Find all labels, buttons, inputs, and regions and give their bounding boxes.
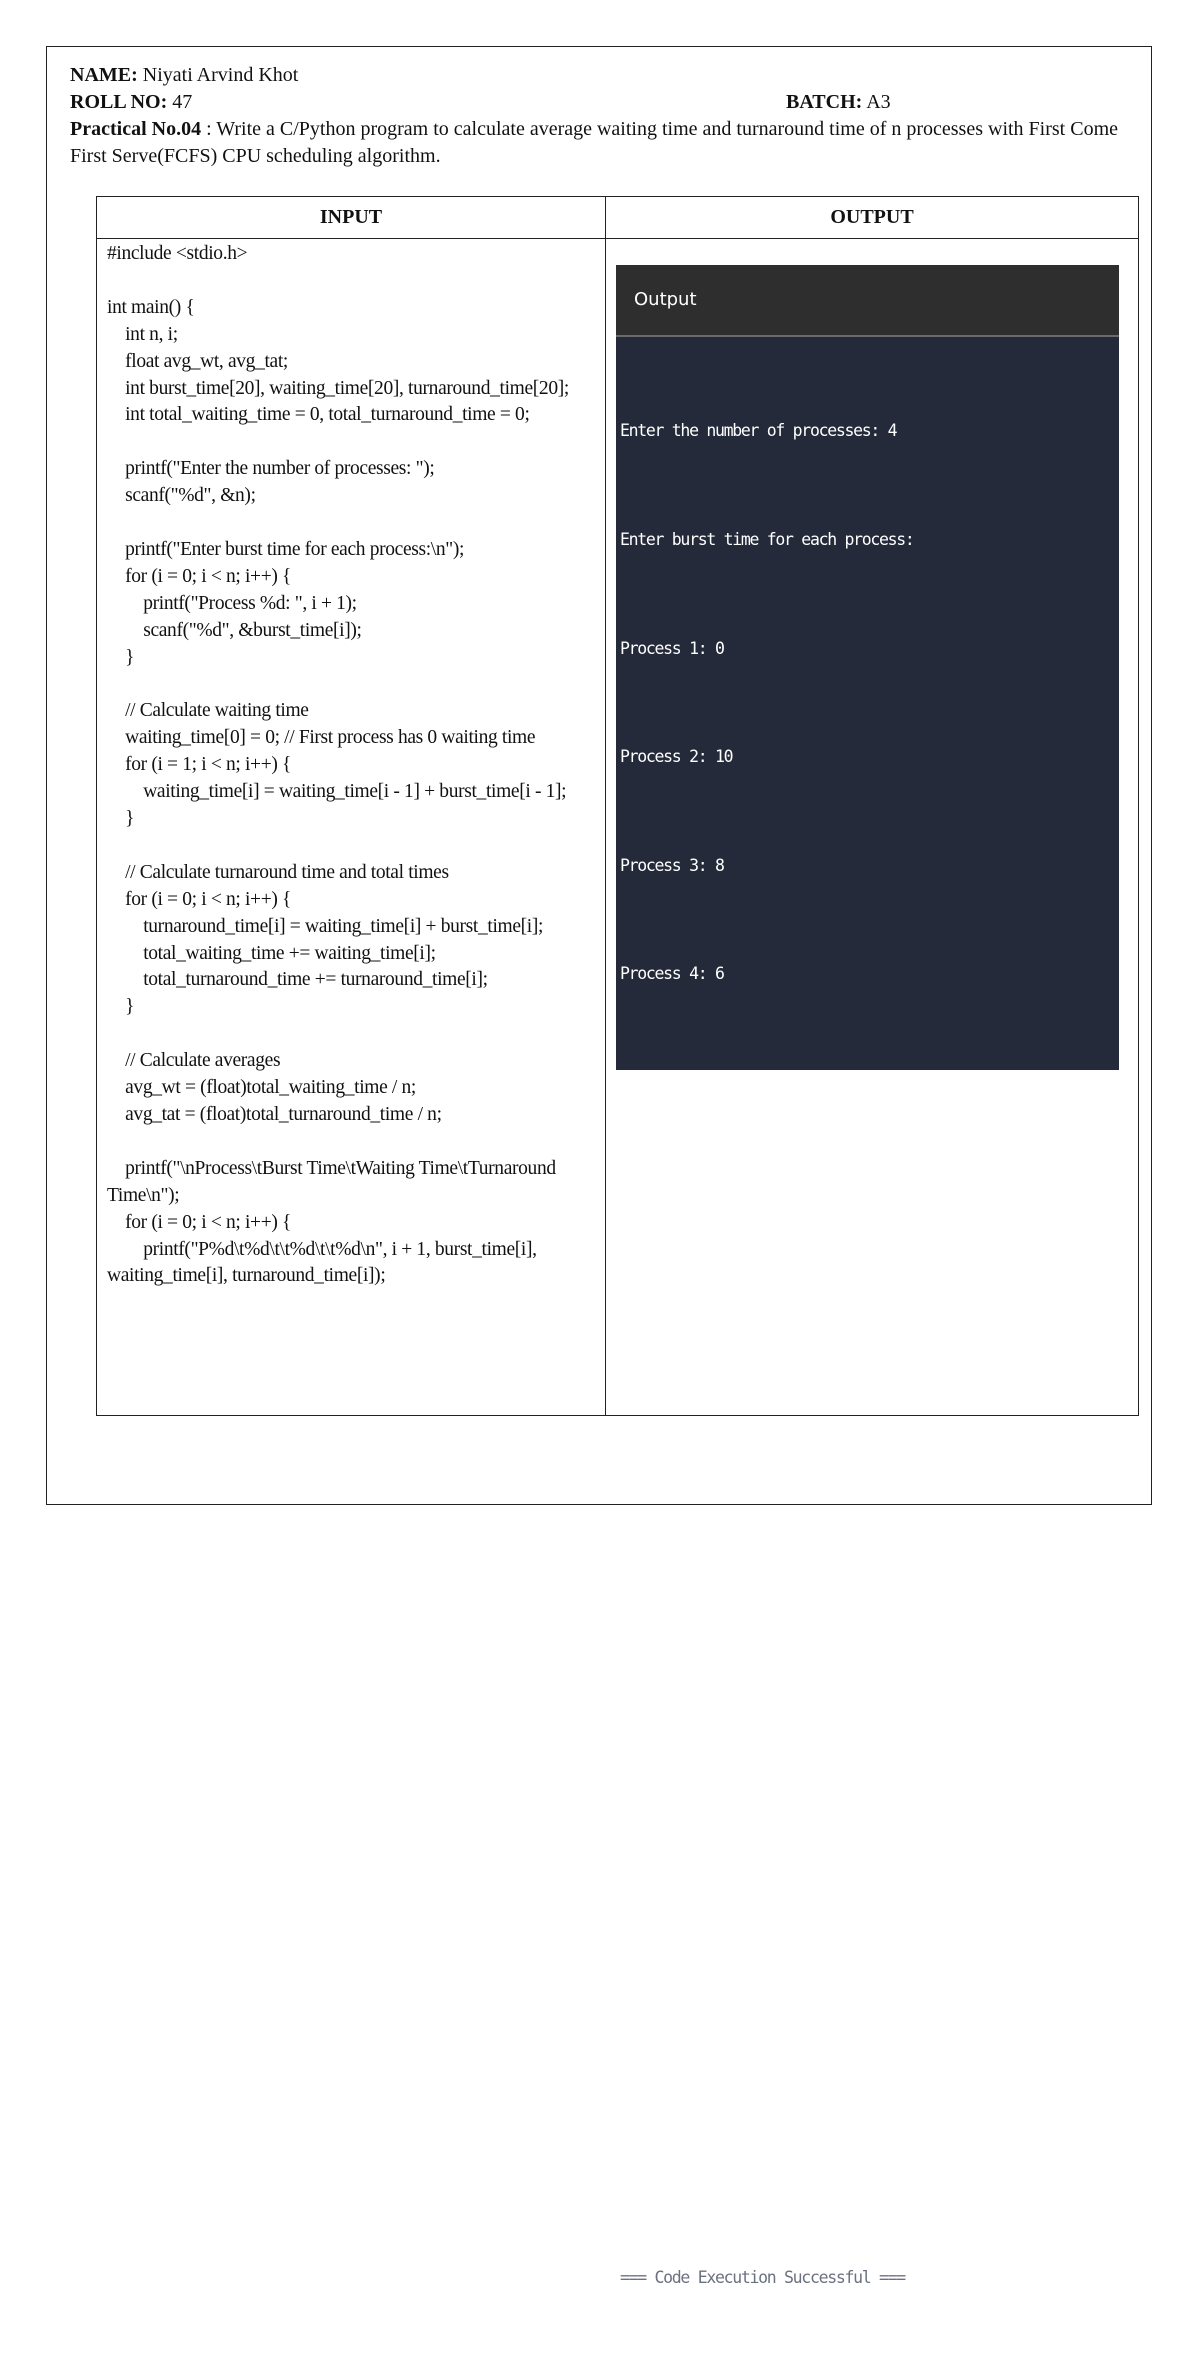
cell-turnaround: 0 bbox=[805, 1290, 814, 1310]
process-input-line: Process 3: 8 bbox=[620, 855, 724, 875]
blank-line bbox=[620, 1065, 1119, 1101]
name-line bbox=[70, 62, 1130, 89]
column-waiting-time: Waiting Time bbox=[805, 1181, 909, 1201]
terminal-title: Output bbox=[616, 265, 1119, 337]
result-row bbox=[620, 1282, 1119, 1318]
input-header: INPUT bbox=[97, 197, 606, 239]
output-cell bbox=[606, 239, 1139, 2287]
blank-line bbox=[620, 2151, 1119, 2187]
practical-statement bbox=[70, 116, 1130, 170]
document-header bbox=[70, 62, 1130, 170]
cell-waiting: 10 bbox=[732, 1507, 750, 1527]
prompt-burst-time: Enter burst time for each process: bbox=[620, 530, 914, 549]
column-burst-time: Burst Time bbox=[695, 1181, 782, 1201]
result-row bbox=[620, 1391, 1119, 1427]
result-row bbox=[620, 1608, 1119, 1644]
column-process: Process bbox=[620, 1181, 681, 1201]
source-code: #include <stdio.h> int main() { int n, i; float avg_wt, avg_tat; int burst_time[20], waiting_time[20], turnaround_time[20]; int total_waiting_time = 0, total_turnaround_time = 0; printf("Enter the number of processes: "); scanf("%d", &n); printf("Enter burst time for each process:\n"); for (i = 0; i < n; i++) { printf("Process %d: ", i + 1); scanf("%d", &burst_time[i]); } // Calculate waiting time waiting_time[0] = 0; // First process has 0 waiting time for (i = 1; i < n; i++) { waiting_time[i] = waiting_time[i - 1] + burst_time[i - 1]; } // Calculate turnaround time and total times for (i = 0; i < n; i++) { turnaround_time[i] = waiting_time[i] + burst_time[i]; total_waiting_time += waiting_time[i]; total_turnaround_time += turnaround_time[i]; } // Calculate averages avg_wt = (float)total_waiting_time / n; avg_tat = (float)total_turnaround_time / n; printf("\nProcess\tBurst Time\tWaiting Time\tTurnaround Time\n"); for (i = 0; i < n; i++) { printf("P%d\t%d\t\t%d\t\t%d\n", i + 1, burst_time[i], waiting_time[i], turnaround_time[i]); bbox=[107, 243, 569, 1287]
cell-waiting: 18 bbox=[732, 1615, 750, 1635]
name-label: NAME: bbox=[70, 64, 138, 86]
input-cell bbox=[97, 239, 606, 1416]
cell-burst: 0 bbox=[658, 1290, 667, 1310]
output-terminal bbox=[616, 265, 1119, 2287]
name-value: Niyati Arvind Khot bbox=[137, 64, 299, 86]
cell-turnaround: 24 bbox=[805, 1615, 823, 1635]
process-input-line: Process 4: 6 bbox=[620, 964, 724, 984]
cell-burst: 6 bbox=[658, 1615, 667, 1635]
average-waiting-time: Average Waiting Time: 7.00 bbox=[620, 1833, 845, 1853]
process-input-line: Process 1: 0 bbox=[620, 638, 724, 658]
result-table-header bbox=[620, 1174, 1119, 1210]
cell-waiting: 0 bbox=[732, 1398, 741, 1418]
cell-burst: 10 bbox=[658, 1398, 676, 1418]
cell-waiting: 0 bbox=[732, 1290, 741, 1310]
practical-label: Practical No.04 bbox=[70, 118, 202, 140]
result-row bbox=[620, 1499, 1119, 1535]
process-input-line: Process 2: 10 bbox=[620, 747, 733, 767]
roll-label: ROLL NO: bbox=[70, 91, 168, 113]
practical-text: : Write a C/Python program to calculate average waiting time and turnaround time of n processes with First Come First Serve(FCFS) CPU scheduling algorithm. bbox=[70, 118, 1119, 167]
execution-success-message: === Code Execution Successful === bbox=[620, 2267, 905, 2287]
input-output-table bbox=[96, 196, 1139, 2287]
average-turnaround-time: Average Turnaround Time: 13.00 bbox=[620, 1941, 880, 1961]
prompt-process-count: Enter the number of processes: 4 bbox=[620, 421, 897, 441]
cell-process: P3 bbox=[620, 1507, 638, 1527]
cell-process: P2 bbox=[620, 1398, 638, 1418]
blank-line bbox=[620, 2042, 1119, 2078]
cell-turnaround: 18 bbox=[805, 1507, 823, 1527]
output-header: OUTPUT bbox=[606, 197, 1139, 239]
cell-process: P4 bbox=[620, 1615, 638, 1635]
batch-value: A3 bbox=[862, 91, 891, 113]
column-turnaround-time: Turnaround Time bbox=[954, 1181, 1084, 1201]
cell-process: P1 bbox=[620, 1290, 638, 1310]
cell-turnaround: 10 bbox=[805, 1398, 823, 1418]
batch bbox=[786, 89, 891, 116]
batch-label: BATCH: bbox=[786, 91, 863, 113]
roll-value: 47 bbox=[167, 91, 193, 113]
cell-burst: 8 bbox=[658, 1507, 667, 1527]
terminal-body bbox=[616, 337, 1119, 2368]
roll-batch-line bbox=[70, 89, 1130, 116]
